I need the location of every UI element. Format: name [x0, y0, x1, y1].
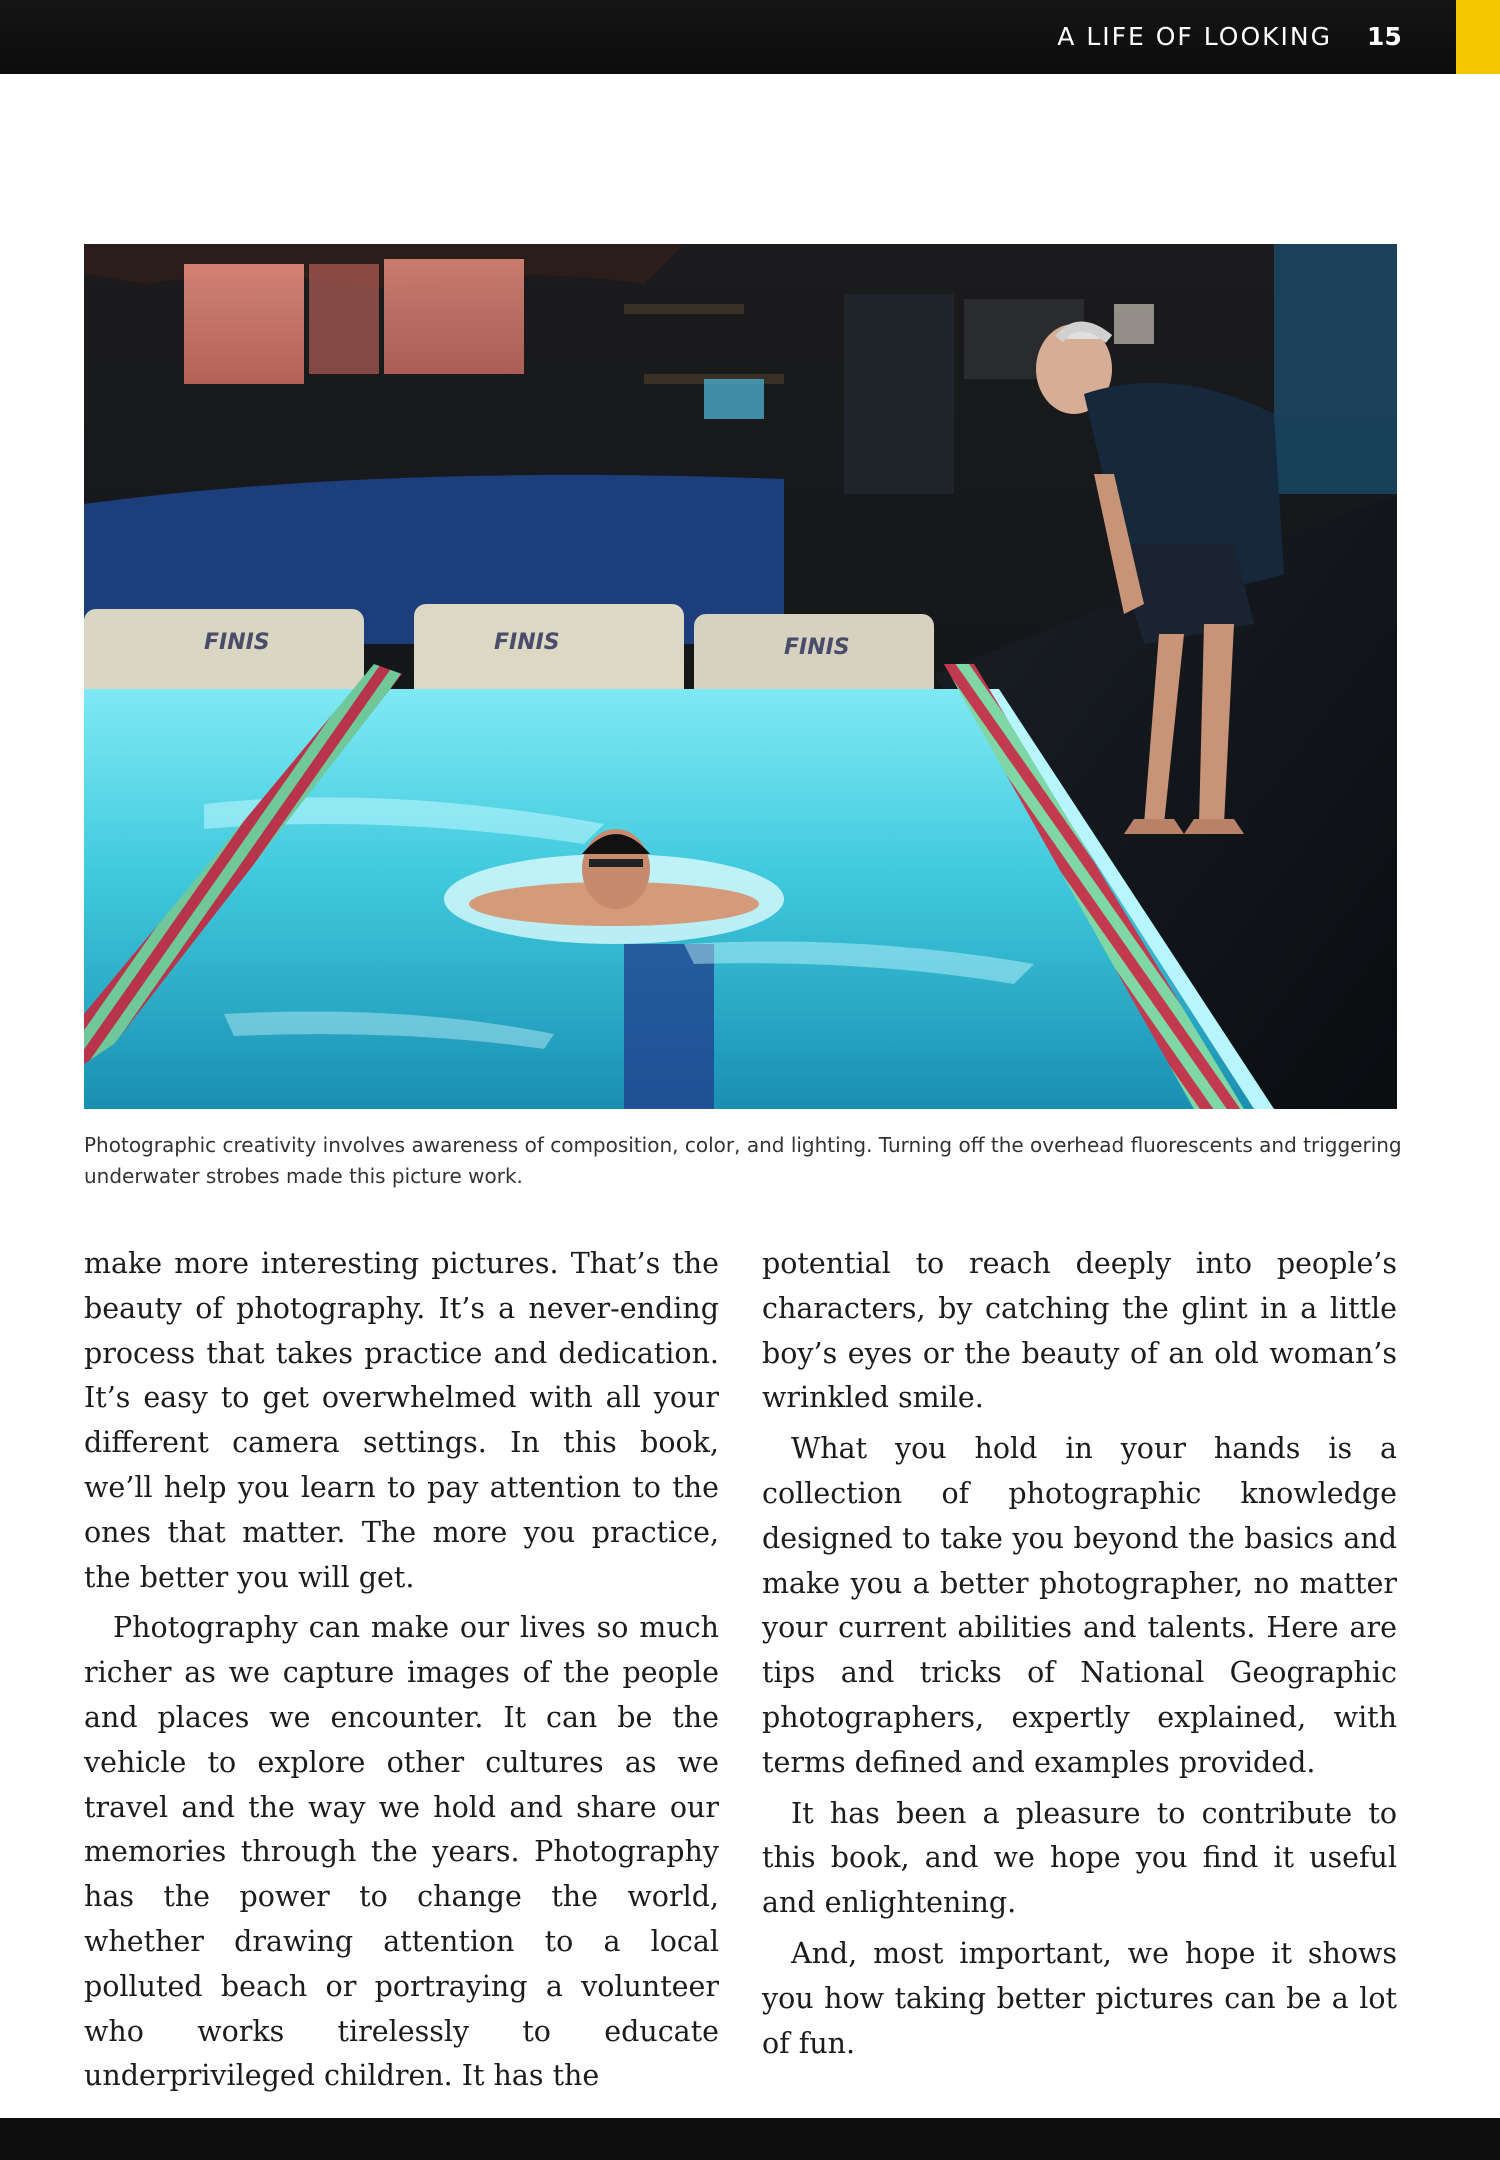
- lane-sign-3: FINIS: [784, 635, 850, 660]
- running-head: A LIFE OF LOOKING: [1057, 22, 1332, 51]
- paragraph: And, most important, we hope it shows you how taking better pictures can be a lot of fun.: [762, 1936, 1397, 2060]
- paragraph: potential to reach deeply into people’s characters, by catching the glint in a little boy’s eyes or the beauty of an old woman’s wrinkled smile.: [762, 1247, 1397, 1415]
- body-column-left: [84, 1242, 719, 2105]
- photo-illustration: [84, 244, 1397, 1109]
- paragraph: make more interesting pictures. That’s the beauty of photography. It’s a never-ending process that takes practice and dedication. It’s easy to get overwhelmed with all your different camera settings. In this book, we’ll help you learn to pay attention to the ones that matter. The more you practice, the better you will get.: [84, 1247, 719, 1594]
- footer-bar: [0, 2118, 1500, 2160]
- lane-sign-2: FINIS: [494, 630, 560, 655]
- paragraph: It has been a pleasure to contribute to this book, and we hope you find it useful and enlightening.: [762, 1796, 1397, 1920]
- lane-sign-1: FINIS: [204, 630, 270, 655]
- photo-caption: Photographic creativity involves awareness of composition, color, and lighting. Turning off the overhead fluorescents and triggering underwater strobes made this picture work.: [84, 1133, 1402, 1188]
- page-number: 15: [1367, 22, 1402, 51]
- swimming-pool-photo: [84, 244, 1397, 1109]
- yellow-accent-tab: [1456, 0, 1500, 74]
- paragraph: What you hold in your hands is a collection of photographic knowledge designed to take you beyond the basics and make you a better photographer, no matter your current abilities and talents. Here are tips and tricks of National Geographic photographers, expertly explained, with terms defined and examples provided.: [762, 1432, 1397, 1779]
- body-column-right: [762, 1242, 1397, 2072]
- paragraph: Photography can make our lives so much richer as we capture images of the people and places we encounter. It can be the vehicle to explore other cultures as we travel and the way we hold and share our memories through the years. Photography has the power to change the world, whether drawing attention to a local polluted beach or portraying a volunteer who works tirelessly to educate underprivileged children. It has the: [84, 1611, 719, 2093]
